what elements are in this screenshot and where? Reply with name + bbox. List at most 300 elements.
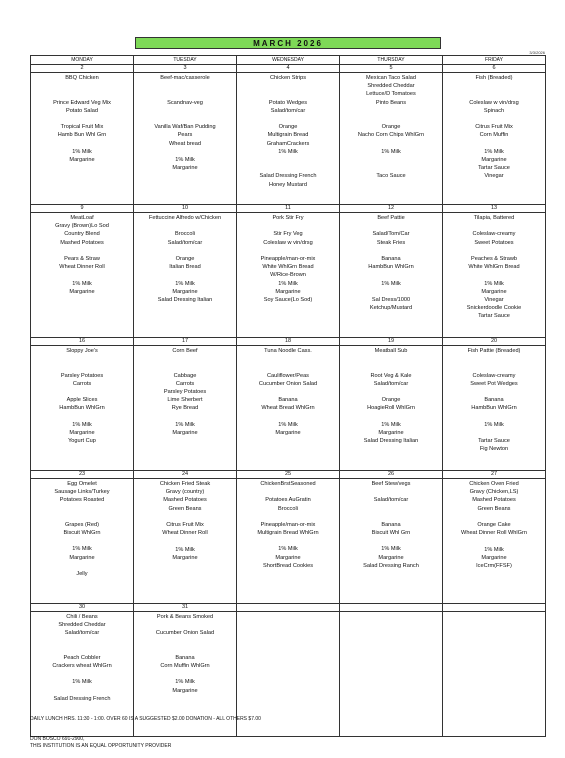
menu-item: Margarine xyxy=(172,687,198,694)
menu-item: Biscuit WhlGrn xyxy=(63,530,101,537)
menu-item: Pears & Straw xyxy=(64,256,100,262)
menu-item xyxy=(443,321,545,329)
menu-item: Yogurt Cup xyxy=(68,438,96,445)
menu-item: Parsley Potatoes xyxy=(60,372,104,379)
menu-item: Broccoli xyxy=(175,231,195,238)
menu-item: Lettuce/D Tomatoes xyxy=(366,91,416,98)
menu-item xyxy=(31,505,133,513)
day-number: 24 xyxy=(134,471,236,479)
menu-item xyxy=(237,578,339,586)
menu-item xyxy=(134,115,236,123)
menu-items xyxy=(443,479,545,603)
menu-item xyxy=(31,537,133,545)
menu-item: Crackers wheat WhlGrn xyxy=(52,663,112,670)
menu-item xyxy=(134,82,236,90)
menu-item: HambBun WhlGrn xyxy=(59,405,105,412)
menu-item xyxy=(134,462,236,470)
day-number: 4 xyxy=(237,65,339,73)
menu-item: Salad/tom/car xyxy=(373,497,409,504)
menu-item: Orange xyxy=(278,124,298,131)
menu-item: Salad Dressing Italian xyxy=(157,296,213,303)
menu-items xyxy=(31,346,133,470)
menu-item: Margarine xyxy=(275,429,301,436)
menu-item xyxy=(340,513,442,521)
menu-item: Salad Dressing French xyxy=(53,695,111,702)
menu-items xyxy=(340,346,442,470)
menu-item xyxy=(443,222,545,230)
menu-item: Green Beans xyxy=(168,505,202,512)
menu-item xyxy=(31,728,133,736)
menu-item: 1% Milk xyxy=(175,421,195,428)
menu-item xyxy=(340,363,442,371)
menu-item xyxy=(134,703,236,711)
menu-item xyxy=(31,304,133,312)
menu-item xyxy=(443,329,545,337)
menu-item xyxy=(134,148,236,156)
day-number: 23 xyxy=(31,471,133,479)
menu-item xyxy=(340,445,442,453)
menu-item xyxy=(340,488,442,496)
menu-item xyxy=(237,164,339,172)
menu-item: Cucumber Onion Salad xyxy=(155,630,215,637)
menu-item: Carrots xyxy=(72,380,92,387)
menu-item xyxy=(443,413,545,421)
menu-item: Scandnav-veg xyxy=(167,99,203,106)
menu-item: Tartar Sauce xyxy=(478,438,510,445)
menu-item xyxy=(443,570,545,578)
menu-item: Pork & Beans Smoked xyxy=(156,613,214,620)
menu-item xyxy=(340,321,442,329)
menu-item: Salad/tom/car xyxy=(64,630,100,637)
menu-item xyxy=(31,329,133,337)
menu-item xyxy=(443,363,545,371)
menu-item: MeatLoaf xyxy=(70,215,94,221)
menu-item: Potato Wedges xyxy=(268,99,308,106)
day-cell xyxy=(134,470,237,603)
menu-calendar xyxy=(30,55,546,737)
menu-item: Gravy (country) xyxy=(165,489,205,496)
menu-item xyxy=(134,578,236,586)
menu-item xyxy=(237,312,339,320)
menu-item xyxy=(31,247,133,255)
menu-item xyxy=(134,321,236,329)
menu-item xyxy=(443,537,545,545)
menu-item xyxy=(134,586,236,594)
menu-item: White WhlGrn Bread xyxy=(468,264,520,271)
menu-item: Pears xyxy=(177,132,193,139)
menu-item xyxy=(134,562,236,570)
day-number: 26 xyxy=(340,471,442,479)
day-cell xyxy=(134,65,237,205)
menu-item xyxy=(31,312,133,320)
menu-items xyxy=(340,73,442,197)
day-cell xyxy=(134,205,237,338)
menu-item: 1% Milk xyxy=(72,148,92,155)
menu-item: Shredded Cheddar xyxy=(58,622,106,629)
day-cell xyxy=(237,65,340,205)
menu-item: 1% Milk xyxy=(381,546,401,553)
menu-item xyxy=(134,189,236,197)
menu-item xyxy=(134,271,236,279)
menu-item xyxy=(31,562,133,570)
menu-item: Banana xyxy=(381,521,401,528)
menu-item: HambBun WhlGrn xyxy=(368,264,414,271)
menu-item xyxy=(443,140,545,148)
menu-item xyxy=(31,578,133,586)
menu-item: Margarine xyxy=(481,288,507,295)
menu-items xyxy=(31,213,133,337)
menu-item xyxy=(134,222,236,230)
menu-item: Corn Muffin xyxy=(479,132,509,139)
menu-item: Banana xyxy=(484,397,504,404)
menu-item: Margarine xyxy=(172,429,198,436)
menu-item: Orange xyxy=(381,397,401,404)
menu-item: Potatoes Roasted xyxy=(59,497,105,504)
day-number: 27 xyxy=(443,471,545,479)
menu-item xyxy=(237,82,339,90)
menu-item: Citrus Fruit Mix xyxy=(475,124,513,131)
menu-item xyxy=(443,247,545,255)
menu-item xyxy=(134,454,236,462)
menu-item: Pineapple/man-or-mix xyxy=(260,255,316,262)
menu-item xyxy=(340,288,442,296)
menu-item: Mexican Taco Salad xyxy=(366,75,416,81)
menu-item: Chicken Strips xyxy=(269,75,307,81)
menu-item xyxy=(134,90,236,98)
menu-item xyxy=(340,156,442,164)
menu-item xyxy=(443,355,545,363)
menu-item xyxy=(237,247,339,255)
menu-item: Margarine xyxy=(378,554,404,561)
menu-item xyxy=(443,578,545,586)
menu-item xyxy=(134,637,236,645)
menu-items xyxy=(340,213,442,337)
menu-item: Fettuccine Alfredo w/Chicken xyxy=(148,215,222,221)
menu-item: Tuna Noodle Cass. xyxy=(264,347,312,354)
menu-item: Beef Stew/vegs xyxy=(371,480,411,487)
menu-item: 1% Milk xyxy=(72,546,92,553)
menu-item: Broccoli xyxy=(278,505,298,512)
day-number: 9 xyxy=(31,205,133,213)
menu-item xyxy=(31,181,133,189)
menu-item: Honey Mustard xyxy=(269,181,307,188)
menu-item: Root Veg & Kale xyxy=(370,372,412,379)
menu-item: Mashed Potatoes xyxy=(60,239,104,246)
day-number: 30 xyxy=(31,604,133,612)
menu-item: 1% Milk xyxy=(72,280,92,287)
menu-item: Pork Stir Fry xyxy=(272,215,304,221)
menu-item: 1% Milk xyxy=(381,421,401,428)
menu-item: 1% Milk xyxy=(72,421,92,428)
menu-item: Margarine xyxy=(378,429,404,436)
menu-item xyxy=(31,189,133,197)
menu-item: Salad/tom/car xyxy=(167,239,203,246)
menu-item: Tropical Fruit Mix xyxy=(60,124,104,131)
menu-item: Chicken Fried Steak xyxy=(159,480,211,487)
day-cell xyxy=(31,205,134,338)
menu-item xyxy=(340,271,442,279)
day-cell xyxy=(31,337,134,470)
menu-item: Salad/tom/car xyxy=(270,107,306,114)
day-cell xyxy=(31,65,134,205)
menu-item xyxy=(340,595,442,603)
menu-item: 1% Milk xyxy=(484,280,504,287)
menu-item: Sweet Potatoes xyxy=(474,239,514,246)
menu-item xyxy=(340,355,442,363)
day-cell xyxy=(237,470,340,603)
day-cell xyxy=(443,337,546,470)
menu-item xyxy=(134,570,236,578)
menu-item xyxy=(443,462,545,470)
menu-item: Fish (Breaded) xyxy=(475,75,513,81)
menu-item: Tartar Sauce xyxy=(478,313,510,320)
menu-item: 1% Milk xyxy=(175,280,195,287)
menu-item xyxy=(237,413,339,421)
menu-item: Margarine xyxy=(69,554,95,561)
day-number: 11 xyxy=(237,205,339,213)
menu-item xyxy=(134,181,236,189)
contact-note xyxy=(30,736,171,750)
menu-item xyxy=(237,321,339,329)
menu-item xyxy=(31,363,133,371)
day-number xyxy=(443,604,545,612)
day-cell xyxy=(443,470,546,603)
menu-item xyxy=(134,107,236,115)
menu-item xyxy=(31,355,133,363)
menu-item xyxy=(443,271,545,279)
menu-item xyxy=(237,90,339,98)
menu-item: Salad Dressing Italian xyxy=(363,438,419,445)
menu-item: Egg Omelet xyxy=(67,480,97,487)
menu-item xyxy=(340,413,442,421)
weekday-header-row xyxy=(31,56,546,65)
day-number: 17 xyxy=(134,338,236,346)
menu-item: 1% Milk xyxy=(381,148,401,155)
menu-item xyxy=(134,355,236,363)
menu-item: 1% Milk xyxy=(278,421,298,428)
menu-item xyxy=(31,172,133,180)
menu-item xyxy=(31,388,133,396)
menu-items xyxy=(443,213,545,337)
revision-code: 3/3/2026 xyxy=(529,50,545,55)
menu-item xyxy=(31,595,133,603)
menu-items xyxy=(31,479,133,603)
menu-item xyxy=(340,312,442,320)
menu-item: Potatoes AuGratin xyxy=(265,497,311,504)
menu-item: Margarine xyxy=(69,288,95,295)
menu-item xyxy=(237,363,339,371)
menu-item xyxy=(134,363,236,371)
day-cell xyxy=(443,65,546,205)
menu-item xyxy=(31,90,133,98)
menu-item: Multigrain Bread WhlGrn xyxy=(257,530,319,537)
menu-item xyxy=(237,388,339,396)
menu-item xyxy=(340,181,442,189)
menu-item xyxy=(134,695,236,703)
menu-item: Hamb Bun Whl Grn xyxy=(57,132,107,139)
menu-item xyxy=(237,304,339,312)
menu-item: 1% Milk xyxy=(484,148,504,155)
menu-items xyxy=(134,213,236,337)
menu-item: 1% Milk xyxy=(381,280,401,287)
menu-item: Banana xyxy=(175,654,195,661)
menu-items xyxy=(237,612,339,613)
menu-item: Ketchup/Mustard xyxy=(369,305,413,312)
weekday-header: WEDNESDAY xyxy=(237,56,340,65)
menu-item: Margarine xyxy=(481,554,507,561)
day-number: 20 xyxy=(443,338,545,346)
menu-item: Beef-mac/casserole xyxy=(160,75,210,81)
menu-item xyxy=(340,107,442,115)
week-row xyxy=(31,205,546,338)
menu-item: Stir Fry Veg xyxy=(273,231,303,238)
menu-item: Shredded Cheddar xyxy=(367,83,415,90)
menu-item: Chicken Oven Fried xyxy=(469,480,519,487)
menu-item: Salad/Tom/Car xyxy=(372,231,410,238)
menu-items xyxy=(237,479,339,603)
menu-items xyxy=(443,346,545,470)
menu-item xyxy=(134,537,236,545)
week-row xyxy=(31,470,546,603)
menu-item xyxy=(237,595,339,603)
menu-item: Nacho Corn Chips WhlGrn xyxy=(357,132,425,139)
menu-item xyxy=(237,156,339,164)
menu-item: Orange xyxy=(175,255,195,262)
menu-item: Mashed Potatoes xyxy=(472,497,516,504)
day-cell xyxy=(340,603,443,736)
menu-item xyxy=(237,462,339,470)
menu-item: 1% Milk xyxy=(175,679,195,686)
menu-item xyxy=(340,329,442,337)
menu-item: Cauliflower/Peas xyxy=(267,372,309,379)
menu-item xyxy=(31,296,133,304)
menu-item xyxy=(237,537,339,545)
menu-item: Sausage Links/Turkey xyxy=(54,489,110,496)
menu-item xyxy=(134,172,236,180)
weekday-header: THURSDAY xyxy=(340,56,443,65)
day-number: 10 xyxy=(134,205,236,213)
weekday-header: FRIDAY xyxy=(443,56,546,65)
menu-item: Spinach xyxy=(483,107,505,114)
menu-item xyxy=(134,437,236,445)
menu-item: Beef Pattie xyxy=(377,215,405,221)
menu-item xyxy=(340,537,442,545)
menu-item xyxy=(31,82,133,90)
menu-item xyxy=(31,703,133,711)
menu-item: Orange xyxy=(381,124,401,131)
day-cell xyxy=(31,470,134,603)
menu-item: ShortBread Cookies xyxy=(262,562,314,569)
menu-item xyxy=(31,445,133,453)
menu-item: Vinegar xyxy=(484,296,504,303)
menu-item: Multigrain Bread xyxy=(267,132,309,139)
menu-item: Margarine xyxy=(69,429,95,436)
menu-item xyxy=(443,513,545,521)
menu-item xyxy=(134,304,236,312)
menu-item xyxy=(340,462,442,470)
menu-item xyxy=(134,513,236,521)
menu-item: W/Rice-Brown xyxy=(270,272,306,279)
menu-item xyxy=(443,429,545,437)
menu-item: 1% Milk xyxy=(175,546,195,553)
menu-items xyxy=(134,73,236,197)
menu-item: Taco Sauce xyxy=(376,173,406,180)
menu-item xyxy=(340,189,442,197)
menu-item: Apple Slices xyxy=(66,397,98,404)
menu-item: Gravy (Brown)Lo Sod xyxy=(55,223,109,230)
menu-item: 1% Milk xyxy=(278,148,298,155)
menu-item xyxy=(237,488,339,496)
day-number: 25 xyxy=(237,471,339,479)
day-number: 16 xyxy=(31,338,133,346)
menu-item xyxy=(134,413,236,421)
menu-item: 1% Milk xyxy=(175,156,195,163)
menu-item: Grapes (Red) xyxy=(65,521,99,528)
menu-item: Corn Beef xyxy=(172,347,198,354)
day-number: 18 xyxy=(237,338,339,346)
menu-item: Lime Sherbert xyxy=(167,397,203,404)
menu-item xyxy=(31,637,133,645)
menu-item xyxy=(31,413,133,421)
day-cell xyxy=(443,603,546,736)
menu-item xyxy=(443,388,545,396)
menu-item xyxy=(340,222,442,230)
menu-item: Meatball Sub xyxy=(374,347,408,354)
menu-item: Biscuit Whl Grn xyxy=(371,530,411,537)
menu-item xyxy=(443,181,545,189)
menu-item xyxy=(31,271,133,279)
menu-item xyxy=(134,728,236,736)
day-cell xyxy=(134,337,237,470)
menu-item: ChickenBrstSeasoned xyxy=(260,480,316,487)
menu-item xyxy=(237,115,339,123)
menu-items xyxy=(237,73,339,197)
menu-items xyxy=(134,346,236,470)
menu-items xyxy=(237,213,339,337)
weekday-header: TUESDAY xyxy=(134,56,237,65)
menu-item: Salad Dressing French xyxy=(259,173,317,180)
menu-item xyxy=(134,646,236,654)
menu-item xyxy=(237,454,339,462)
day-number: 31 xyxy=(134,604,236,612)
menu-item xyxy=(31,513,133,521)
menu-item: 1% Milk xyxy=(484,421,504,428)
menu-item xyxy=(134,621,236,629)
menu-item: Wheat Bread WhlGrn xyxy=(261,405,315,412)
menu-item: Cucumber Onion Salad xyxy=(258,380,318,387)
menu-item: Salad Dressing Ranch xyxy=(363,562,419,569)
menu-item xyxy=(340,388,442,396)
day-cell xyxy=(237,337,340,470)
menu-item: IceCrm(FFSF) xyxy=(476,562,512,569)
menu-item xyxy=(31,115,133,123)
day-number xyxy=(237,604,339,612)
menu-item: Vinegar xyxy=(484,173,504,180)
menu-item xyxy=(134,670,236,678)
menu-item xyxy=(340,454,442,462)
menu-item: Coleslaw w vin/drsg xyxy=(469,99,519,106)
menu-item: Margarine xyxy=(172,554,198,561)
menu-item: Tilapia, Battered xyxy=(473,215,515,221)
day-number: 3 xyxy=(134,65,236,73)
menu-item xyxy=(237,586,339,594)
menu-item xyxy=(340,578,442,586)
menu-item: BBQ Chicken xyxy=(65,75,99,81)
menu-item xyxy=(134,329,236,337)
menu-item: Wheat bread xyxy=(168,140,202,147)
menu-item: Fish Pattie (Breaded) xyxy=(467,347,521,354)
menu-items xyxy=(340,612,442,613)
